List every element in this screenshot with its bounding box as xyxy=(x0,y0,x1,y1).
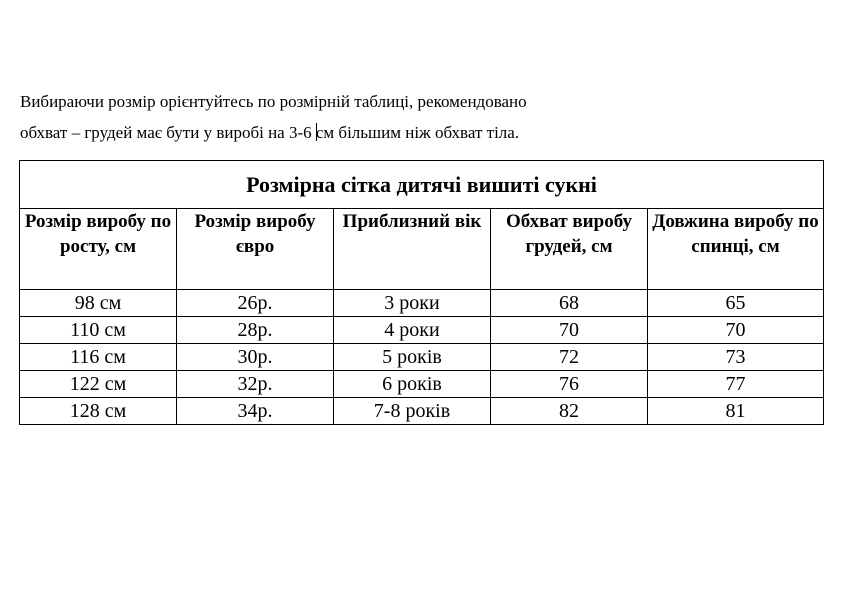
cell-approx-age: 5 років xyxy=(334,344,491,371)
cell-euro-size: 34р. xyxy=(177,398,334,425)
table-row xyxy=(20,317,824,344)
table-title: Розмірна сітка дитячі вишиті сукні xyxy=(20,161,824,209)
cell-chest-girth: 70 xyxy=(491,317,648,344)
cell-chest-girth: 82 xyxy=(491,398,648,425)
table-row xyxy=(20,371,824,398)
header-euro-size: Розмір виробу євро xyxy=(177,209,334,290)
size-chart-table xyxy=(19,160,824,425)
intro-line-2-start: обхват – грудей має бути у виробі на 3-6 xyxy=(20,123,316,142)
intro-line-2 xyxy=(20,117,820,148)
header-chest-girth: Обхват виробу грудей, см xyxy=(491,209,648,290)
cell-height-size: 128 см xyxy=(20,398,177,425)
cell-back-length: 73 xyxy=(648,344,824,371)
cell-height-size: 116 см xyxy=(20,344,177,371)
cell-euro-size: 30р. xyxy=(177,344,334,371)
cell-chest-girth: 76 xyxy=(491,371,648,398)
intro-text xyxy=(20,86,820,148)
cell-back-length: 65 xyxy=(648,290,824,317)
header-approx-age: Приблизний вік xyxy=(334,209,491,290)
cell-euro-size: 32р. xyxy=(177,371,334,398)
cell-approx-age: 6 років xyxy=(334,371,491,398)
cell-height-size: 122 см xyxy=(20,371,177,398)
intro-line-2-end: см більшим ніж обхват тіла. xyxy=(315,123,520,142)
table-row xyxy=(20,344,824,371)
cell-chest-girth: 72 xyxy=(491,344,648,371)
table-title-row xyxy=(20,161,824,209)
intro-line-1: Вибираючи розмір орієнтуйтесь по розмірній таблиці, рекомендовано xyxy=(20,92,527,111)
cell-euro-size: 26р. xyxy=(177,290,334,317)
table-header-row xyxy=(20,209,824,290)
header-back-length: Довжина виробу по спинці, см xyxy=(648,209,824,290)
cell-back-length: 70 xyxy=(648,317,824,344)
table-row xyxy=(20,398,824,425)
cell-approx-age: 4 роки xyxy=(334,317,491,344)
cell-chest-girth: 68 xyxy=(491,290,648,317)
cell-height-size: 110 см xyxy=(20,317,177,344)
cell-euro-size: 28р. xyxy=(177,317,334,344)
cell-back-length: 77 xyxy=(648,371,824,398)
cell-approx-age: 7-8 років xyxy=(334,398,491,425)
table-row xyxy=(20,290,824,317)
cell-back-length: 81 xyxy=(648,398,824,425)
cell-height-size: 98 см xyxy=(20,290,177,317)
cell-approx-age: 3 роки xyxy=(334,290,491,317)
header-height-size: Розмір виробу по росту, см xyxy=(20,209,177,290)
